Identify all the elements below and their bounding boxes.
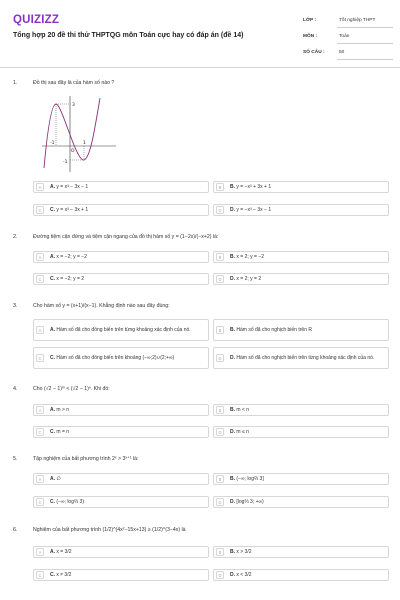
- option-letter: A: [36, 253, 44, 261]
- option-letter: D: [216, 275, 224, 283]
- answer-option-c[interactable]: [33, 347, 209, 369]
- answer-option-d[interactable]: [213, 347, 389, 369]
- option-text: A. m > n: [50, 406, 70, 413]
- option-letter: C: [36, 206, 44, 214]
- header-divider: [0, 67, 400, 68]
- question-text: Cho hàm số y = (x+1)/(x−1). Khẳng định nào sau đây đúng:: [33, 303, 170, 309]
- answer-option-a[interactable]: [33, 181, 209, 193]
- option-text: B. Hàm số đã cho nghịch biến trên R: [230, 326, 312, 333]
- answer-option-a[interactable]: [33, 404, 209, 416]
- graph-label-x1: 1: [83, 141, 86, 146]
- option-letter: D: [216, 498, 224, 506]
- option-letter: D: [216, 354, 224, 362]
- option-text: B. x > 3/2: [230, 548, 252, 555]
- meta-label: MÔN :: [303, 34, 318, 39]
- option-letter: C: [36, 428, 44, 436]
- question-number: 6.: [13, 527, 18, 533]
- graph-label-y3: 3: [72, 103, 75, 108]
- option-letter: B: [216, 548, 224, 556]
- answer-option-d[interactable]: [213, 204, 389, 216]
- question-number: 5.: [13, 456, 18, 462]
- question-number: 3.: [13, 303, 18, 309]
- answer-option-d[interactable]: [213, 569, 389, 581]
- answer-option-b[interactable]: [213, 181, 389, 193]
- meta-underline: [337, 59, 393, 60]
- option-text: B. (−∞; log⅔ 3]: [230, 475, 264, 482]
- option-letter: B: [216, 183, 224, 191]
- option-letter: A: [36, 475, 44, 483]
- option-letter: D: [216, 428, 224, 436]
- question-text: Nghiệm của bất phương trình (1/2)^(4x²−15x+13) ≥ (1/2)^(3−4x) là: [33, 527, 186, 533]
- option-text: A. x = −2; y = −2: [50, 253, 87, 260]
- option-letter: B: [216, 475, 224, 483]
- option-letter: A: [36, 548, 44, 556]
- option-letter: D: [216, 206, 224, 214]
- answer-option-b[interactable]: [213, 546, 389, 558]
- meta-row-count: [303, 46, 393, 62]
- answer-option-a[interactable]: [33, 319, 209, 341]
- answer-option-d[interactable]: [213, 273, 389, 285]
- answer-option-b[interactable]: [213, 404, 389, 416]
- answer-option-c[interactable]: [33, 273, 209, 285]
- option-letter: C: [36, 354, 44, 362]
- graph-curve: [44, 98, 100, 168]
- question-text: Tập nghiệm của bất phương trình 2ˣ > 3ˣ⁺¹ là:: [33, 456, 139, 462]
- option-letter: B: [216, 406, 224, 414]
- option-letter: B: [216, 326, 224, 334]
- option-text: C. m = n: [50, 428, 70, 435]
- option-letter: D: [216, 571, 224, 579]
- question-text: Đường tiệm cận đứng và tiệm cận ngang của đồ thị hàm số y = (1−2x)/(−x+2) là:: [33, 234, 219, 240]
- answer-option-b[interactable]: [213, 251, 389, 263]
- answer-option-c[interactable]: [33, 204, 209, 216]
- answer-option-c[interactable]: [33, 496, 209, 508]
- answer-option-c[interactable]: [33, 426, 209, 438]
- answer-option-a[interactable]: [33, 473, 209, 485]
- option-text: D. m ≤ n: [230, 428, 249, 435]
- meta-underline: [337, 27, 393, 28]
- option-text: A. y = x³ − 3x − 1: [50, 183, 89, 190]
- question-number: 4.: [13, 386, 18, 392]
- question-text: Đồ thị sau đây là của hàm số nào ?: [33, 80, 115, 86]
- option-letter: C: [36, 275, 44, 283]
- option-text: A. x = 3/2: [50, 548, 72, 555]
- option-text: C. y = x³ − 3x + 1: [50, 206, 89, 213]
- option-letter: B: [216, 253, 224, 261]
- answer-option-a[interactable]: [33, 251, 209, 263]
- option-text: D. x = 2; y = 2: [230, 275, 262, 282]
- question-number: 1.: [13, 80, 18, 86]
- option-text: A. Hàm số đã cho đồng biến trên từng khoảng xác định của nó.: [50, 326, 191, 333]
- meta-row-class: [303, 14, 393, 30]
- meta-value: Tốt nghiệp THPT: [339, 18, 376, 23]
- answer-option-d[interactable]: [213, 426, 389, 438]
- option-text: B. x = 2; y = −2: [230, 253, 265, 260]
- meta-value: Toán: [339, 34, 350, 39]
- option-text: D. x < 3/2: [230, 571, 252, 578]
- quizizz-logo: QUIZIZZ: [13, 14, 60, 26]
- option-text: C. x ≠ 3/2: [50, 571, 72, 578]
- meta-underline: [337, 43, 393, 44]
- answer-option-a[interactable]: [33, 546, 209, 558]
- option-letter: A: [36, 326, 44, 334]
- option-letter: A: [36, 406, 44, 414]
- option-text: B. m < n: [230, 406, 250, 413]
- option-text: A. ∅: [50, 475, 61, 482]
- option-letter: C: [36, 571, 44, 579]
- option-letter: A: [36, 183, 44, 191]
- answer-option-c[interactable]: [33, 569, 209, 581]
- option-text: D. Hàm số đã cho nghịch biến trên từng khoảng xác định của nó.: [230, 354, 375, 361]
- answer-option-d[interactable]: [213, 496, 389, 508]
- page-title: Tổng hợp 20 đề thi thử THPTQG môn Toán cực hay có đáp án (đề 14): [13, 32, 244, 39]
- meta-panel: [303, 14, 393, 62]
- meta-row-subject: [303, 30, 393, 46]
- option-text: B. y = −x³ + 3x + 1: [230, 183, 272, 190]
- option-text: C. Hàm số đã cho đồng biến trên khoảng (−∞;2)∪(2;+∞): [50, 354, 175, 361]
- meta-value: 50: [339, 50, 345, 55]
- question-number: 2.: [13, 234, 18, 240]
- option-text: D. y = −x³ − 3x − 1: [230, 206, 272, 213]
- question-text: Cho (√2 − 1)ᵐ < (√2 − 1)ⁿ. Khi đó:: [33, 386, 110, 392]
- function-graph: [38, 94, 118, 174]
- graph-label-origin: O: [71, 149, 75, 154]
- answer-option-b[interactable]: [213, 473, 389, 485]
- graph-label-ym1: -1: [63, 160, 68, 165]
- option-text: C. (−∞; log⅔ 3): [50, 498, 84, 505]
- option-text: D. [log⅔ 3; +∞): [230, 498, 264, 505]
- option-letter: C: [36, 498, 44, 506]
- meta-label: SỐ CÂU :: [303, 50, 325, 55]
- option-text: C. x = −2; y = 2: [50, 275, 85, 282]
- meta-label: LỚP :: [303, 18, 317, 23]
- graph-label-xm1: -1: [50, 141, 55, 146]
- answer-option-b[interactable]: [213, 319, 389, 341]
